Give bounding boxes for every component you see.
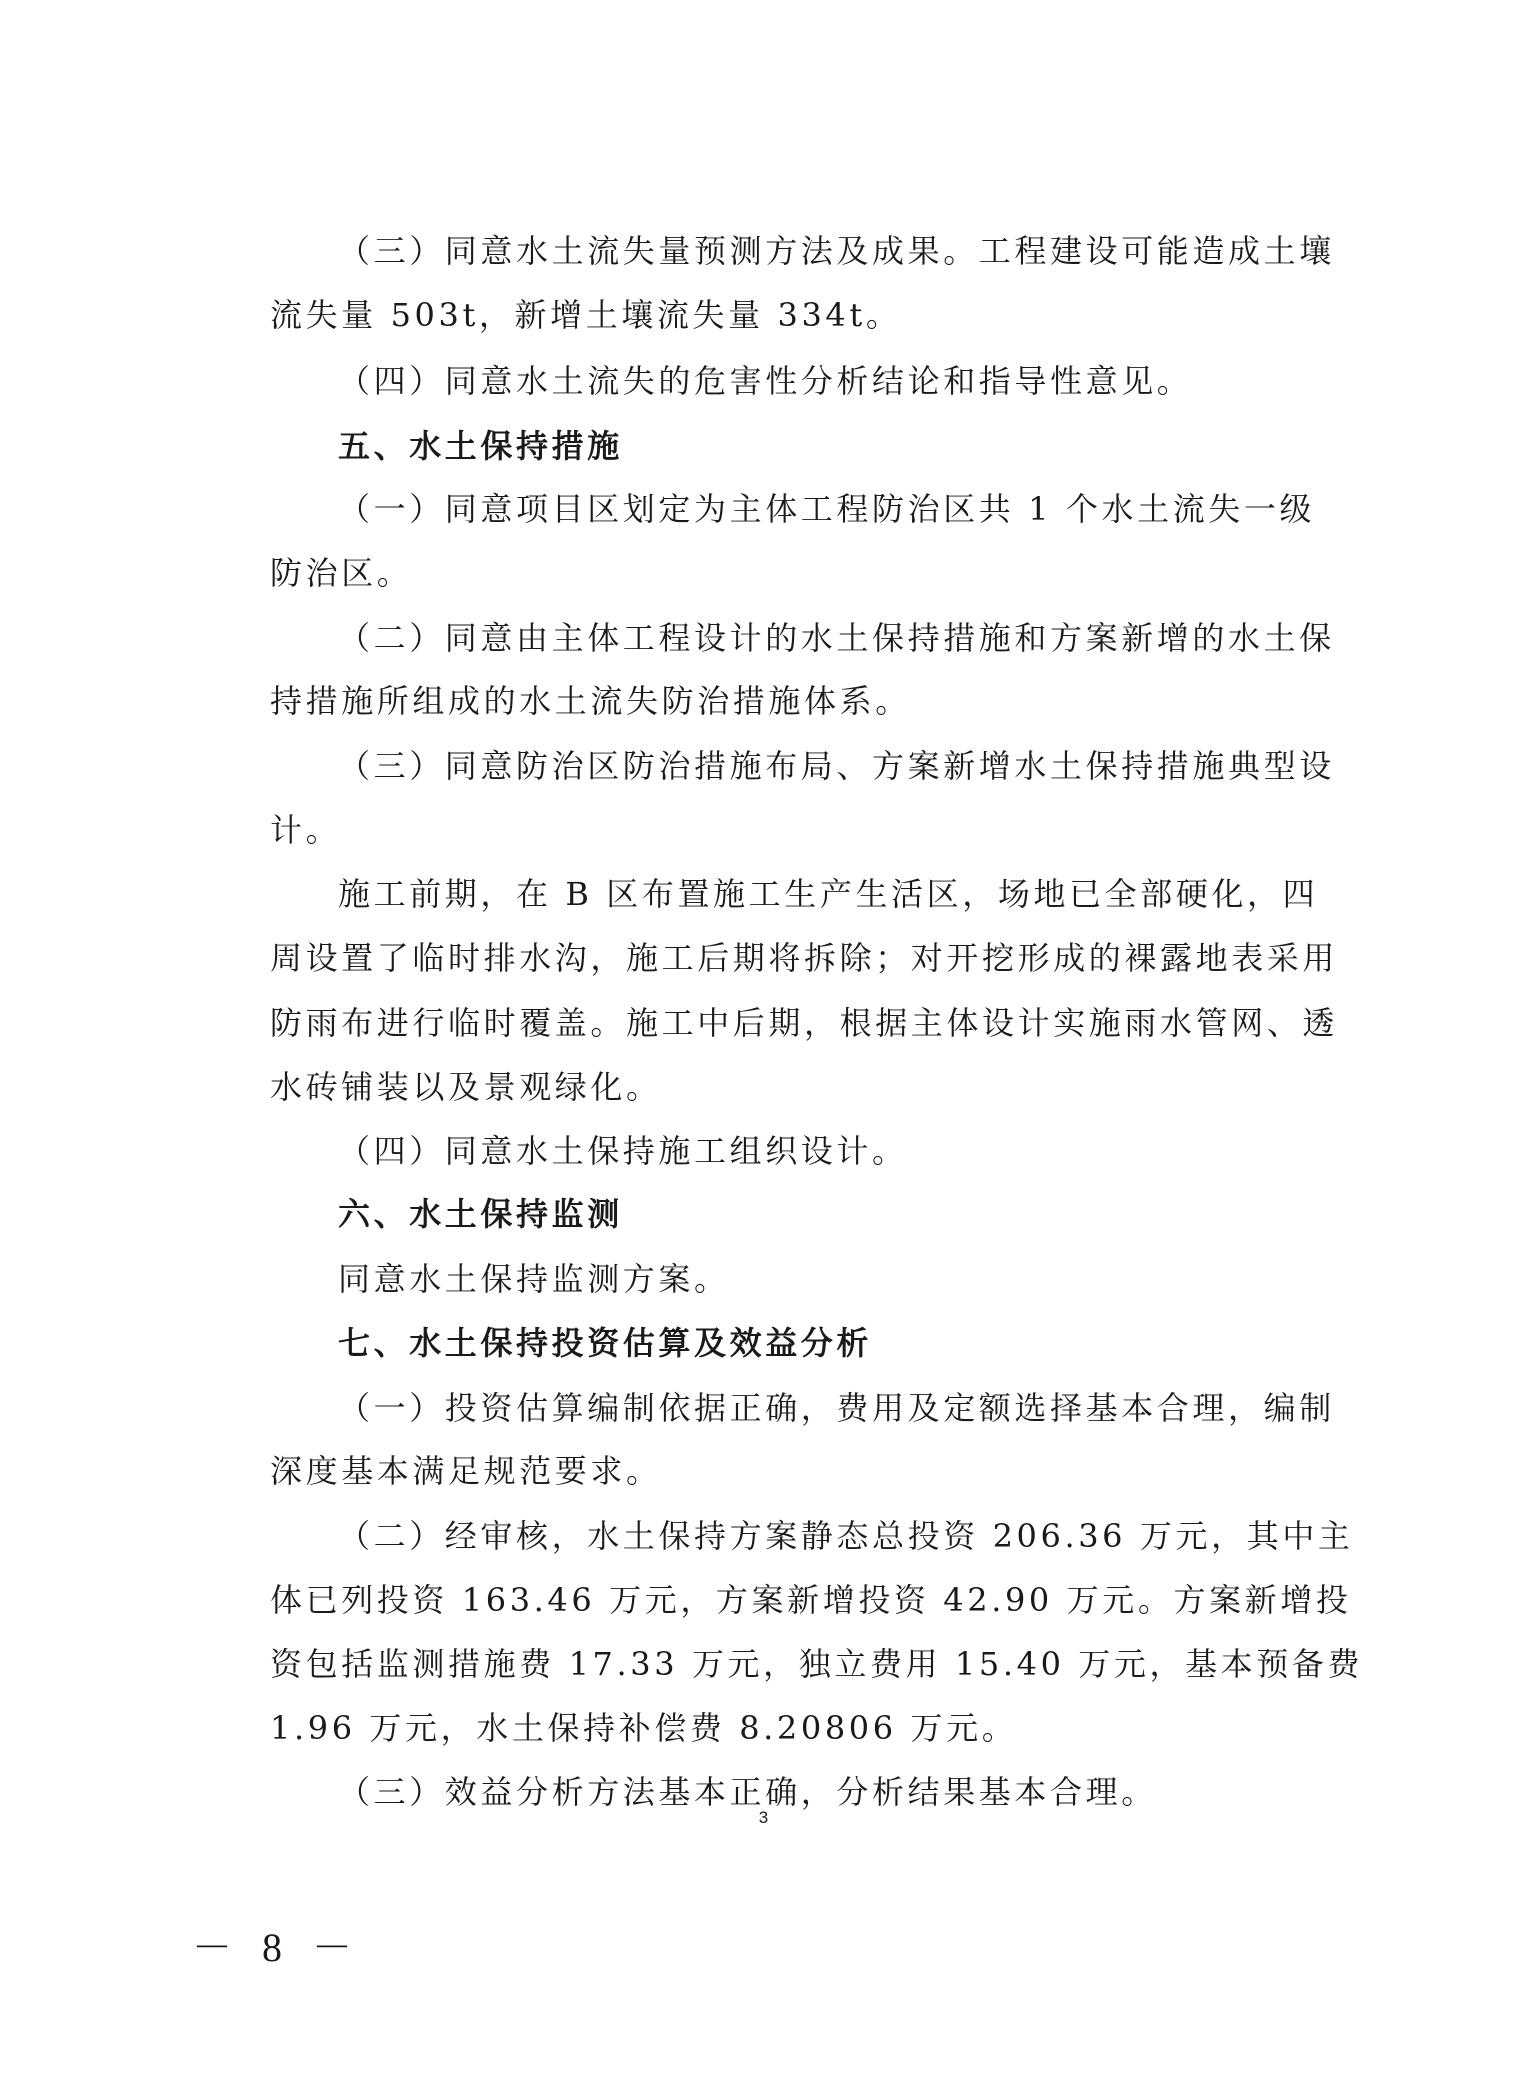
text-line: 深度基本满足规范要求。 <box>270 1452 662 1490</box>
text-line: 周设置了临时排水沟，施工后期将拆除；对开挖形成的裸露地表采用 <box>270 939 1339 977</box>
text-line: （一）投资估算编制依据正确，费用及定额选择基本合理，编制 <box>338 1389 1335 1427</box>
text-line: 体已列投资 163.46 万元，方案新增投资 42.90 万元。方案新增投 <box>270 1581 1352 1619</box>
section-heading: 七、水土保持投资估算及效益分析 <box>338 1324 873 1362</box>
page-number: 3 <box>758 1808 769 1827</box>
text-line: （三）效益分析方法基本正确，分析结果基本合理。 <box>338 1773 1157 1811</box>
text-line: （三）同意防治区防治措施布局、方案新增水土保持措施典型设 <box>338 747 1335 785</box>
text-line: 资包括监测措施费 17.33 万元，独立费用 15.40 万元，基本预备费 <box>270 1645 1364 1683</box>
text-line: （四）同意水土保持施工组织设计。 <box>338 1132 908 1170</box>
text-line: 同意水土保持监测方案。 <box>338 1260 730 1298</box>
text-line: 施工前期，在 B 区布置施工生产生活区，场地已全部硬化，四 <box>338 875 1319 913</box>
text-line: （一）同意项目区划定为主体工程防治区共 1 个水土流失一级 <box>338 490 1316 528</box>
section-heading: 六、水土保持监测 <box>338 1195 623 1233</box>
text-line: 1.96 万元，水土保持补偿费 8.20806 万元。 <box>270 1709 1018 1747</box>
text-line: 防雨布进行临时覆盖。施工中后期，根据主体设计实施雨水管网、透 <box>270 1004 1339 1042</box>
text-line: （二）同意由主体工程设计的水土保持措施和方案新增的水土保 <box>338 619 1335 657</box>
text-line: 持措施所组成的水土流失防治措施体系。 <box>270 682 911 720</box>
text-line: （二）经审核，水土保持方案静态总投资 206.36 万元，其中主 <box>338 1517 1354 1555</box>
text-line: 防治区。 <box>270 554 413 592</box>
text-line: 流失量 503t，新增土壤流失量 334t。 <box>270 296 902 334</box>
text-line: （三）同意水土流失量预测方法及成果。工程建设可能造成土壤 <box>338 232 1335 270</box>
section-heading: 五、水土保持措施 <box>338 427 623 465</box>
text-line: （四）同意水土流失的危害性分析结论和指导性意见。 <box>338 362 1193 400</box>
text-line: 水砖铺装以及景观绿化。 <box>270 1068 662 1106</box>
text-line: 计。 <box>270 811 342 849</box>
footer-page-number: － 8 － <box>192 1925 362 1970</box>
